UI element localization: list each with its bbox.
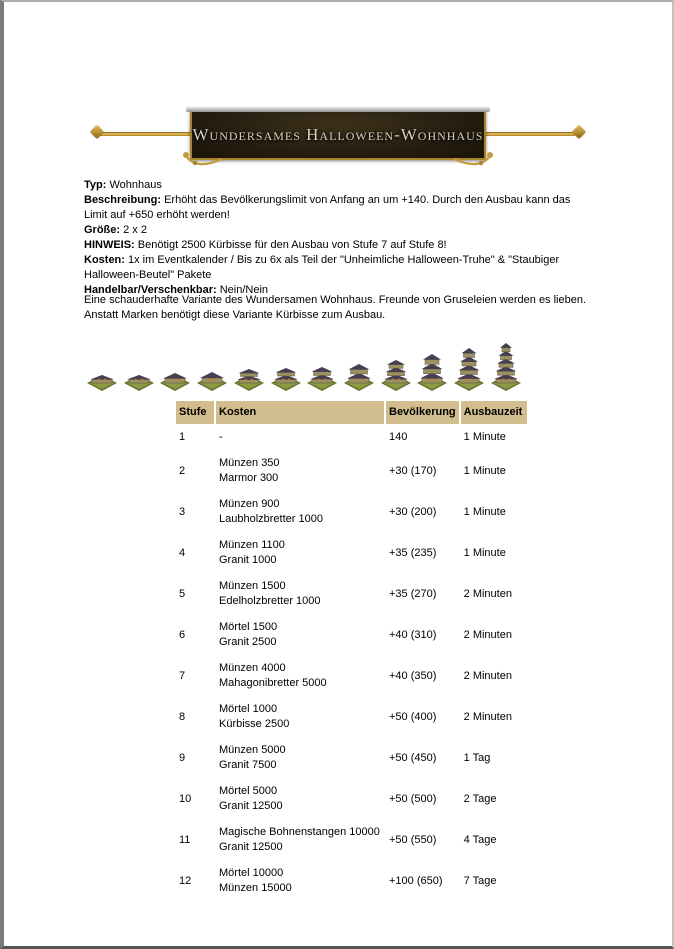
cell-kosten-line: Münzen 1100 xyxy=(219,539,285,551)
upgrade-table-body xyxy=(176,426,527,901)
cell-bevoelkerung-line: +50 (550) xyxy=(389,833,437,846)
cell-ausbauzeit-line: 2 Minuten xyxy=(463,669,512,682)
cell-ausbauzeit-line: 2 Minuten xyxy=(463,710,512,723)
description-line: Eine schauderhafte Variante des Wundersamen Wohnhaus. Freunde von Gruseleien werden es lieben. xyxy=(84,294,587,306)
cell-kosten xyxy=(216,780,384,819)
cell-stufe-line: 10 xyxy=(179,792,192,805)
cell-kosten-line: Mörtel 1000 xyxy=(219,703,278,715)
cell-kosten xyxy=(216,698,384,737)
cell-kosten-line: Münzen 5000 xyxy=(219,744,286,756)
building-stage-icon-10 xyxy=(415,351,449,392)
cell-stufe xyxy=(176,616,214,655)
info-label: Handelbar/Verschenkbar: xyxy=(84,284,217,296)
cell-ausbauzeit xyxy=(461,493,527,532)
cell-ausbauzeit xyxy=(461,821,527,860)
building-stage-icon-9 xyxy=(379,357,413,392)
info-label: Kosten: xyxy=(84,254,125,266)
cell-bevoelkerung-line: +35 (235) xyxy=(389,546,437,559)
cell-bevoelkerung xyxy=(386,780,459,819)
building-stage-icon-7 xyxy=(305,364,339,392)
cell-stufe xyxy=(176,575,214,614)
cell-bevoelkerung xyxy=(386,862,459,901)
page-title: Wundersames Halloween-Wohnhaus xyxy=(192,125,484,144)
cell-stufe-line: 3 xyxy=(179,505,186,518)
title-banner xyxy=(4,102,672,174)
building-stage-icon-11 xyxy=(452,345,486,392)
cell-ausbauzeit-line: 1 Minute xyxy=(463,431,506,443)
info-label: Beschreibung: xyxy=(84,194,162,206)
cell-stufe xyxy=(176,862,214,901)
cell-stufe-line: 2 xyxy=(179,464,186,477)
cell-ausbauzeit-line: 2 Minuten xyxy=(463,628,512,641)
column-header-kosten: Kosten xyxy=(216,401,384,424)
table-row xyxy=(176,698,527,737)
cell-stufe-line: 8 xyxy=(179,710,186,723)
cell-kosten-line: Magische Bohnenstangen 10000 xyxy=(219,826,380,838)
cell-kosten-line: Marmor 300 xyxy=(219,472,279,484)
info-text: 1x im Eventkalender / Bis zu 6x als Teil der "Unheimliche Halloween-Truhe" & "Staubiger Halloween-Beutel" Pakete xyxy=(84,254,560,281)
cell-kosten-line: Münzen 350 xyxy=(219,457,280,469)
table-row xyxy=(176,739,527,778)
building-stage-icon-12 xyxy=(489,340,523,392)
table-row xyxy=(176,862,527,901)
cell-kosten-line: Münzen 1500 xyxy=(219,580,286,592)
cell-bevoelkerung-line: +35 (270) xyxy=(389,587,437,600)
table-row xyxy=(176,821,527,860)
cell-kosten-line: Granit 12500 xyxy=(219,800,283,812)
cell-bevoelkerung-line: +50 (500) xyxy=(389,792,437,805)
cell-ausbauzeit-line: 2 Minuten xyxy=(463,587,512,600)
building-stage-icon-2 xyxy=(122,372,156,392)
cell-kosten xyxy=(216,821,384,860)
cell-kosten-line: Granit 1000 xyxy=(219,554,277,566)
description-line: Anstatt Marken benötigt diese Variante Kürbisse zum Ausbau. xyxy=(84,309,386,321)
table-row xyxy=(176,493,527,532)
cell-stufe-line: 4 xyxy=(179,546,186,559)
cell-kosten-line: - xyxy=(219,431,223,443)
rod-finial-left-icon xyxy=(90,125,104,139)
cell-kosten-line: Mahagonibretter 5000 xyxy=(219,677,327,689)
building-stage-icon-1 xyxy=(85,372,119,392)
info-line xyxy=(84,238,590,253)
cell-stufe-line: 5 xyxy=(179,587,186,600)
table-row xyxy=(176,575,527,614)
cell-stufe-line: 6 xyxy=(179,628,186,641)
cell-ausbauzeit xyxy=(461,739,527,778)
cell-ausbauzeit xyxy=(461,426,527,450)
building-stage-icon-8 xyxy=(342,361,376,392)
cell-ausbauzeit-line: 1 Minute xyxy=(463,546,506,559)
cell-bevoelkerung xyxy=(386,821,459,860)
cell-kosten-line: Mörtel 5000 xyxy=(219,785,278,797)
cell-ausbauzeit-line: 1 Tag xyxy=(463,751,491,764)
building-stage-icon-6 xyxy=(269,365,303,392)
cell-stufe xyxy=(176,821,214,860)
building-stage-icon-4 xyxy=(195,369,229,392)
cell-ausbauzeit-line: 4 Tage xyxy=(463,833,497,846)
column-header-bevoelkerung: Bevölkerung xyxy=(386,401,459,424)
cell-kosten-line: Mörtel 1500 xyxy=(219,621,278,633)
cell-kosten xyxy=(216,575,384,614)
cell-kosten xyxy=(216,452,384,491)
cell-kosten-line: Münzen 900 xyxy=(219,498,280,510)
cell-bevoelkerung-line: +40 (310) xyxy=(389,628,437,641)
cell-bevoelkerung xyxy=(386,616,459,655)
cell-stufe xyxy=(176,739,214,778)
cell-ausbauzeit-line: 7 Tage xyxy=(463,874,497,887)
building-stage-icon-5 xyxy=(232,366,266,392)
cell-kosten xyxy=(216,862,384,901)
cell-ausbauzeit-line: 2 Tage xyxy=(463,792,497,805)
building-evolution-row xyxy=(85,340,523,392)
banner-plaque xyxy=(190,110,486,160)
cell-kosten-line: Laubholzbretter 1000 xyxy=(219,513,323,525)
cell-bevoelkerung-line: +40 (350) xyxy=(389,669,437,682)
cell-stufe-line: 11 xyxy=(179,833,191,846)
cell-kosten xyxy=(216,616,384,655)
cell-kosten-line: Mörtel 10000 xyxy=(219,867,284,879)
cell-bevoelkerung xyxy=(386,739,459,778)
cell-stufe xyxy=(176,493,214,532)
cell-stufe-line: 1 xyxy=(179,431,186,443)
cell-kosten-line: Edelholzbretter 1000 xyxy=(219,595,321,607)
description-paragraph xyxy=(84,293,590,323)
cell-stufe xyxy=(176,426,214,450)
table-row xyxy=(176,616,527,655)
cell-stufe-line: 12 xyxy=(179,874,192,887)
cell-ausbauzeit xyxy=(461,534,527,573)
cell-ausbauzeit-line: 1 Minute xyxy=(463,464,506,477)
cell-bevoelkerung xyxy=(386,452,459,491)
info-text: Wohnhaus xyxy=(106,179,162,191)
cell-kosten xyxy=(216,426,384,450)
cell-ausbauzeit-line: 1 Minute xyxy=(463,505,506,518)
info-text: Benötigt 2500 Kürbisse für den Ausbau von Stufe 7 auf Stufe 8! xyxy=(134,239,447,251)
table-header-row xyxy=(176,401,527,424)
cell-ausbauzeit xyxy=(461,657,527,696)
table-row xyxy=(176,657,527,696)
info-text: 2 x 2 xyxy=(120,224,147,236)
column-header-ausbauzeit: Ausbauzeit xyxy=(461,401,527,424)
cell-ausbauzeit xyxy=(461,575,527,614)
info-label: HINWEIS: xyxy=(84,239,135,251)
plaque-top-cap xyxy=(186,106,490,112)
table-row xyxy=(176,426,527,450)
table-row xyxy=(176,780,527,819)
cell-ausbauzeit xyxy=(461,862,527,901)
rod-finial-right-icon xyxy=(572,125,586,139)
cell-bevoelkerung-line: 140 xyxy=(389,431,408,443)
cell-kosten xyxy=(216,534,384,573)
cell-bevoelkerung-line: +50 (450) xyxy=(389,751,437,764)
cell-stufe xyxy=(176,698,214,737)
cell-kosten xyxy=(216,493,384,532)
column-header-stufe: Stufe xyxy=(176,401,214,424)
info-label: Größe: xyxy=(84,224,121,236)
cell-ausbauzeit xyxy=(461,452,527,491)
cell-bevoelkerung xyxy=(386,698,459,737)
info-text: Nein/Nein xyxy=(216,284,269,296)
cell-kosten-line: Granit 2500 xyxy=(219,636,277,648)
cell-kosten xyxy=(216,657,384,696)
cell-ausbauzeit xyxy=(461,780,527,819)
cell-kosten-line: Granit 7500 xyxy=(219,759,277,771)
cell-bevoelkerung-line: +30 (170) xyxy=(389,464,437,477)
scroll-flourish-icon xyxy=(452,151,494,169)
table-row xyxy=(176,452,527,491)
cell-stufe xyxy=(176,452,214,491)
cell-kosten-line: Münzen 15000 xyxy=(219,882,292,894)
cell-bevoelkerung xyxy=(386,426,459,450)
scroll-flourish-icon xyxy=(182,151,224,169)
cell-stufe-line: 7 xyxy=(179,669,186,682)
cell-kosten-line: Granit 12500 xyxy=(219,841,283,853)
cell-ausbauzeit xyxy=(461,616,527,655)
cell-bevoelkerung-line: +100 (650) xyxy=(389,874,443,887)
cell-stufe xyxy=(176,780,214,819)
cell-bevoelkerung xyxy=(386,575,459,614)
cell-stufe xyxy=(176,534,214,573)
cell-kosten xyxy=(216,739,384,778)
upgrade-table xyxy=(174,399,529,903)
info-line xyxy=(84,223,590,238)
cell-kosten-line: Kürbisse 2500 xyxy=(219,718,290,730)
info-line xyxy=(84,178,590,193)
cell-bevoelkerung xyxy=(386,493,459,532)
info-line xyxy=(84,253,590,283)
cell-bevoelkerung xyxy=(386,657,459,696)
info-line xyxy=(84,193,590,223)
cell-bevoelkerung xyxy=(386,534,459,573)
info-text: Erhöht das Bevölkerungslimit von Anfang an um +140. Durch den Ausbau kann das Limit auf +650 erhöht werden! xyxy=(84,194,571,221)
cell-stufe xyxy=(176,657,214,696)
cell-bevoelkerung-line: +30 (200) xyxy=(389,505,437,518)
cell-bevoelkerung-line: +50 (400) xyxy=(389,710,437,723)
attribute-info-block xyxy=(84,178,590,298)
info-label: Typ: xyxy=(84,179,107,191)
cell-stufe-line: 9 xyxy=(179,751,186,764)
table-row xyxy=(176,534,527,573)
cell-ausbauzeit xyxy=(461,698,527,737)
cell-kosten-line: Münzen 4000 xyxy=(219,662,286,674)
building-stage-icon-3 xyxy=(158,370,192,392)
